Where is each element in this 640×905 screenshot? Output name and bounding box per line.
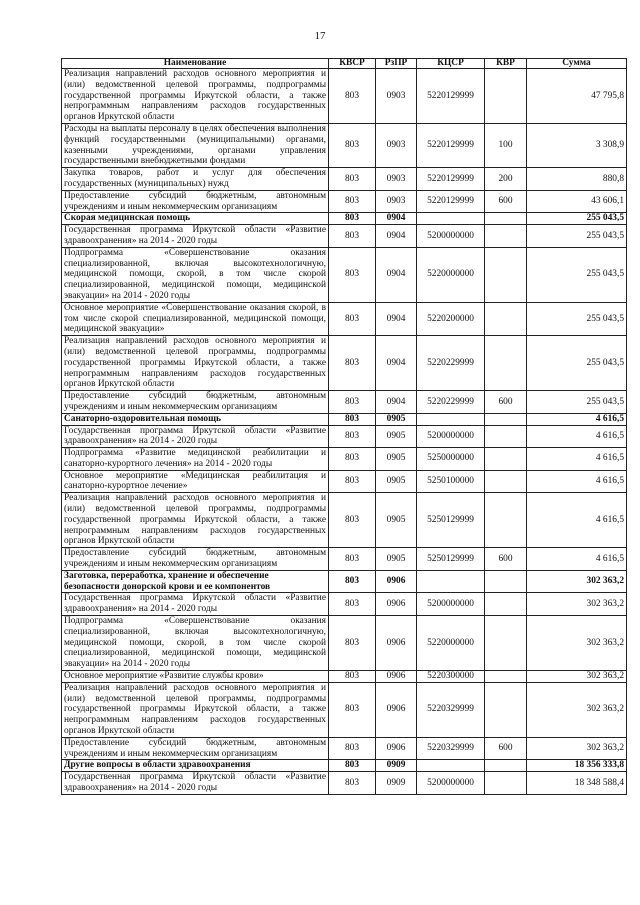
cell-name: Расходы на выплаты персоналу в целях обеспечения выполнения функций государственными (муниципальными) органами, казенными учреждениями, органами управления государственными внебюджетными фондами (62, 123, 329, 167)
cell-sum: 302 363,2 (527, 671, 627, 683)
cell-name: Реализация направлений расходов основного мероприятия и (или) ведомственной целевой программы, подпрограммы государственной программы Иркутской области, а также непрограммным направлениям расходов государственных органов Иркутской области (62, 69, 329, 124)
cell-rzpr: 0906 (376, 616, 417, 671)
cell-kvsr: 803 (329, 493, 376, 548)
cell-kcsr: 5220000000 (417, 616, 485, 671)
cell-sum: 255 043,5 (527, 302, 627, 335)
cell-rzpr: 0905 (376, 470, 417, 493)
header-kcsr: КЦСР (417, 59, 485, 69)
header-sum: Сумма (527, 59, 627, 69)
cell-kcsr (417, 413, 485, 425)
cell-kvr: 600 (485, 190, 527, 213)
cell-name: Основное мероприятие «Развитие службы крови» (62, 671, 329, 683)
cell-kcsr: 5220129999 (417, 190, 485, 213)
cell-name: Предоставление субсидий бюджетным, автономным учреждениям и иным некоммерческим организациям (62, 190, 329, 213)
cell-kvsr: 803 (329, 336, 376, 391)
cell-sum: 880,8 (527, 168, 627, 191)
cell-name: Заготовка, переработка, хранение и обеспечение безопасности донорской крови и ее компонентов (62, 570, 329, 593)
cell-kvsr: 803 (329, 737, 376, 760)
header-kvsr: КВСР (329, 59, 376, 69)
table-row (62, 302, 627, 335)
section-row (62, 760, 627, 772)
header-kvr: КВР (485, 59, 527, 69)
cell-sum: 4 616,5 (527, 425, 627, 448)
cell-kvr (485, 682, 527, 737)
table-row (62, 123, 627, 167)
cell-kcsr: 5200000000 (417, 593, 485, 616)
cell-sum: 3 308,9 (527, 123, 627, 167)
cell-kcsr: 5220129999 (417, 69, 485, 124)
cell-rzpr: 0903 (376, 168, 417, 191)
table-row (62, 470, 627, 493)
page-number: 17 (314, 30, 326, 42)
cell-kcsr: 5250129999 (417, 493, 485, 548)
cell-name: Реализация направлений расходов основного мероприятия и (или) ведомственной целевой программы, подпрограммы государственной программы Иркутской области, а также непрограммным направлениям расходов государственных органов Иркутской области (62, 493, 329, 548)
cell-name: Санаторно-оздоровительная помощь (62, 413, 329, 425)
cell-rzpr: 0909 (376, 760, 417, 772)
cell-rzpr: 0904 (376, 391, 417, 414)
cell-kvr (485, 336, 527, 391)
cell-sum: 4 616,5 (527, 413, 627, 425)
cell-kcsr: 5220229999 (417, 336, 485, 391)
cell-kvr (485, 570, 527, 593)
cell-name: Государственная программа Иркутской области «Развитие здравоохранения» на 2014 - 2020 годы (62, 772, 329, 795)
cell-kvr (485, 69, 527, 124)
cell-kcsr: 5220200000 (417, 302, 485, 335)
table-row (62, 168, 627, 191)
cell-kvr: 600 (485, 548, 527, 571)
section-row (62, 570, 627, 593)
header-rzpr: РзПР (376, 59, 417, 69)
cell-kvsr: 803 (329, 772, 376, 795)
cell-kvsr: 803 (329, 593, 376, 616)
table-body (62, 69, 627, 795)
cell-name: Подпрограмма «Развитие медицинской реабилитации и санаторно-курортного лечения» на 2014 - 2020 годы (62, 448, 329, 471)
cell-sum: 255 043,5 (527, 391, 627, 414)
cell-kvr (485, 470, 527, 493)
budget-table (61, 58, 627, 795)
cell-kvsr: 803 (329, 190, 376, 213)
cell-sum: 255 043,5 (527, 336, 627, 391)
cell-sum: 4 616,5 (527, 470, 627, 493)
cell-kvr (485, 302, 527, 335)
cell-kcsr: 5220300000 (417, 671, 485, 683)
cell-rzpr: 0905 (376, 413, 417, 425)
table-row (62, 69, 627, 124)
cell-sum: 302 363,2 (527, 616, 627, 671)
table-row (62, 682, 627, 737)
cell-kvr (485, 671, 527, 683)
table-row (62, 616, 627, 671)
cell-kcsr: 5250129999 (417, 548, 485, 571)
cell-name: Реализация направлений расходов основного мероприятия и (или) ведомственной целевой программы, подпрограммы государственной программы Иркутской области, а также непрограммным направлениям расходов государственных органов Иркутской области (62, 682, 329, 737)
table-row (62, 190, 627, 213)
cell-kvr: 600 (485, 737, 527, 760)
cell-kcsr (417, 213, 485, 225)
cell-kcsr: 5200000000 (417, 772, 485, 795)
cell-rzpr: 0905 (376, 425, 417, 448)
cell-kvr (485, 616, 527, 671)
cell-rzpr: 0904 (376, 302, 417, 335)
table-row (62, 548, 627, 571)
cell-rzpr: 0909 (376, 772, 417, 795)
cell-sum: 302 363,2 (527, 593, 627, 616)
cell-sum: 4 616,5 (527, 548, 627, 571)
cell-name: Предоставление субсидий бюджетным, автономным учреждениям и иным некоммерческим организациям (62, 737, 329, 760)
cell-kcsr (417, 570, 485, 593)
table-row (62, 391, 627, 414)
cell-name: Государственная программа Иркутской области «Развитие здравоохранения» на 2014 - 2020 годы (62, 225, 329, 248)
table-header-row (62, 59, 627, 69)
cell-kvsr: 803 (329, 682, 376, 737)
cell-rzpr: 0903 (376, 123, 417, 167)
cell-kvsr: 803 (329, 570, 376, 593)
table-row (62, 493, 627, 548)
cell-kcsr: 5200000000 (417, 425, 485, 448)
section-row (62, 413, 627, 425)
table-row (62, 772, 627, 795)
table-row (62, 225, 627, 248)
cell-sum: 43 606,1 (527, 190, 627, 213)
cell-kvsr: 803 (329, 225, 376, 248)
cell-kvr (485, 247, 527, 302)
cell-sum: 302 363,2 (527, 570, 627, 593)
cell-name: Предоставление субсидий бюджетным, автономным учреждениям и иным некоммерческим организациям (62, 548, 329, 571)
cell-name: Подпрограмма «Совершенствование оказания специализированной, включая высокотехнологичную, медицинской помощи, скорой, в том числе скорой специализированной, медицинской помощи, медицинской эвакуации» на 2014 - 2020 годы (62, 616, 329, 671)
cell-kvr: 100 (485, 123, 527, 167)
cell-name: Подпрограмма «Совершенствование оказания специализированной, включая высокотехнологичную, медицинской помощи, скорой, в том числе скорой специализированной, медицинской помощи, медицинской эвакуации» на 2014 - 2020 годы (62, 247, 329, 302)
cell-sum: 255 043,5 (527, 247, 627, 302)
cell-kvsr: 803 (329, 548, 376, 571)
cell-kvr (485, 493, 527, 548)
cell-kcsr: 5220229999 (417, 391, 485, 414)
cell-kvr (485, 213, 527, 225)
cell-sum: 18 348 588,4 (527, 772, 627, 795)
cell-kvsr: 803 (329, 671, 376, 683)
cell-kvr: 200 (485, 168, 527, 191)
cell-kvsr: 803 (329, 123, 376, 167)
section-row (62, 213, 627, 225)
cell-rzpr: 0904 (376, 336, 417, 391)
cell-kcsr: 5220129999 (417, 123, 485, 167)
table-row (62, 448, 627, 471)
cell-name: Скорая медицинская помощь (62, 213, 329, 225)
cell-kvsr: 803 (329, 425, 376, 448)
cell-kcsr: 5220129999 (417, 168, 485, 191)
cell-kcsr: 5220000000 (417, 247, 485, 302)
cell-kvsr: 803 (329, 760, 376, 772)
table-row (62, 247, 627, 302)
table-row (62, 336, 627, 391)
cell-sum: 4 616,5 (527, 493, 627, 548)
cell-name: Государственная программа Иркутской области «Развитие здравоохранения» на 2014 - 2020 годы (62, 425, 329, 448)
header-name: Наименование (62, 59, 329, 69)
cell-sum: 302 363,2 (527, 737, 627, 760)
cell-sum: 255 043,5 (527, 213, 627, 225)
cell-kcsr: 5220329999 (417, 682, 485, 737)
table-row (62, 671, 627, 683)
cell-kvsr: 803 (329, 391, 376, 414)
cell-name: Основное мероприятие «Совершенствование оказания скорой, в том числе скорой специализированной, медицинской помощи, медицинской эвакуации» (62, 302, 329, 335)
cell-kvsr: 803 (329, 413, 376, 425)
cell-rzpr: 0905 (376, 493, 417, 548)
cell-kcsr (417, 760, 485, 772)
cell-kvr: 600 (485, 391, 527, 414)
cell-rzpr: 0906 (376, 671, 417, 683)
cell-kvr (485, 593, 527, 616)
cell-kvr (485, 425, 527, 448)
cell-rzpr: 0903 (376, 190, 417, 213)
cell-kcsr: 5220329999 (417, 737, 485, 760)
cell-kvsr: 803 (329, 69, 376, 124)
cell-rzpr: 0904 (376, 247, 417, 302)
cell-rzpr: 0905 (376, 548, 417, 571)
cell-kvr (485, 760, 527, 772)
cell-name: Закупка товаров, работ и услуг для обеспечения государственных (муниципальных) нужд (62, 168, 329, 191)
cell-rzpr: 0906 (376, 682, 417, 737)
cell-sum: 302 363,2 (527, 682, 627, 737)
cell-name: Другие вопросы в области здравоохранения (62, 760, 329, 772)
cell-name: Предоставление субсидий бюджетным, автономным учреждениям и иным некоммерческим организациям (62, 391, 329, 414)
cell-kvsr: 803 (329, 302, 376, 335)
cell-kvr (485, 225, 527, 248)
cell-kvsr: 803 (329, 168, 376, 191)
table-row (62, 737, 627, 760)
cell-kvsr: 803 (329, 616, 376, 671)
cell-name: Государственная программа Иркутской области «Развитие здравоохранения» на 2014 - 2020 годы (62, 593, 329, 616)
table-row (62, 593, 627, 616)
cell-rzpr: 0903 (376, 69, 417, 124)
cell-name: Реализация направлений расходов основного мероприятия и (или) ведомственной целевой программы, подпрограммы государственной программы Иркутской области, а также непрограммным направлениям расходов государственных органов Иркутской области (62, 336, 329, 391)
cell-kvsr: 803 (329, 213, 376, 225)
cell-sum: 47 795,8 (527, 69, 627, 124)
cell-kcsr: 5200000000 (417, 225, 485, 248)
cell-kvr (485, 772, 527, 795)
cell-rzpr: 0906 (376, 593, 417, 616)
cell-name: Основное мероприятие «Медицинская реабилитация и санаторно-курортное лечение» (62, 470, 329, 493)
cell-sum: 4 616,5 (527, 448, 627, 471)
cell-rzpr: 0904 (376, 225, 417, 248)
cell-kvsr: 803 (329, 247, 376, 302)
cell-kvr (485, 413, 527, 425)
cell-rzpr: 0905 (376, 448, 417, 471)
table-row (62, 425, 627, 448)
cell-kvsr: 803 (329, 470, 376, 493)
cell-kvr (485, 448, 527, 471)
cell-kcsr: 5250000000 (417, 448, 485, 471)
cell-rzpr: 0906 (376, 570, 417, 593)
cell-rzpr: 0904 (376, 213, 417, 225)
cell-kvsr: 803 (329, 448, 376, 471)
cell-sum: 18 356 333,8 (527, 760, 627, 772)
cell-rzpr: 0906 (376, 737, 417, 760)
cell-kcsr: 5250100000 (417, 470, 485, 493)
cell-sum: 255 043,5 (527, 225, 627, 248)
